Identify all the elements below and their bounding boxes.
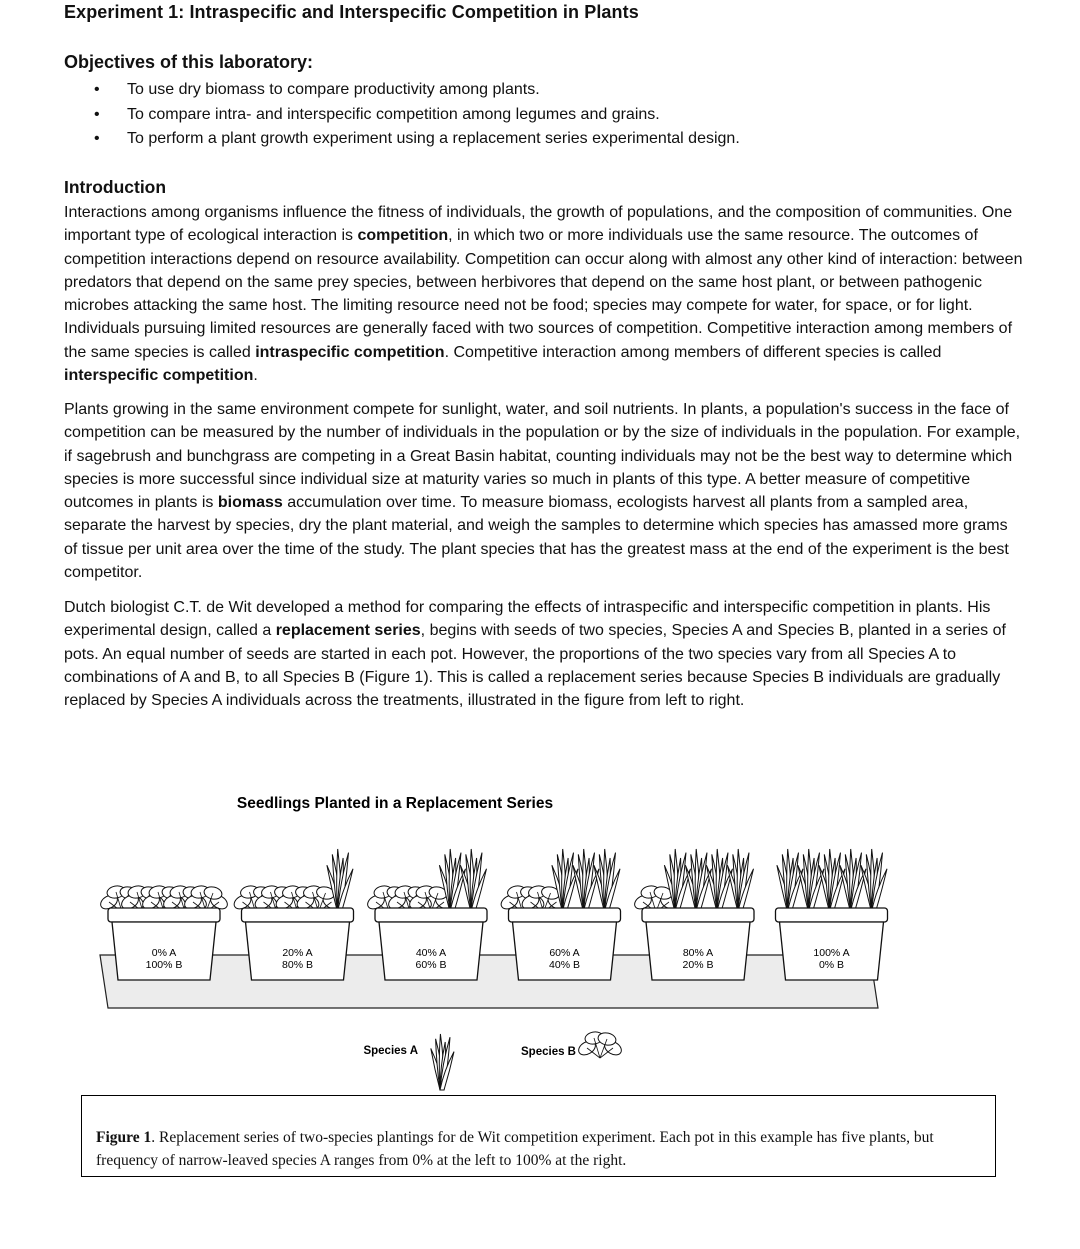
text-run: Interactions among organisms influence the fitness of individuals, the growth of populations, and the composition of communities. One important type of ecological interaction is xyxy=(64,204,1013,245)
pot-rim xyxy=(375,908,487,922)
term-biomass: biomass xyxy=(217,494,283,512)
intro-paragraph-1 xyxy=(64,201,1024,387)
pot-label-b: 40% B xyxy=(549,959,580,971)
pot-5 xyxy=(632,849,754,980)
pot-label-a: 60% A xyxy=(549,947,580,959)
pot-label-a: 100% A xyxy=(813,947,850,959)
objective-item: • To perform a plant growth experiment using a replacement series experimental design. xyxy=(64,127,740,152)
text-run: Dutch biologist C.T. de Wit developed a method for comparing the effects of intraspecific and interspecific competition in plants. His experimental design, called a xyxy=(64,599,991,640)
caption-text: . Replacement series of two-species plantings for de Wit competition experiment. Each pot in this example has five plants, but frequency of narrow-leaved species A ranges from 0% at the left to 100% at the right. xyxy=(96,1129,934,1169)
pot-label-b: 20% B xyxy=(682,959,714,971)
intro-paragraph-2 xyxy=(64,398,1024,584)
term-intraspecific: intraspecific competition xyxy=(255,343,445,361)
pot-rim xyxy=(242,908,354,922)
pot-1 xyxy=(98,885,230,980)
intro-paragraph-3 xyxy=(64,596,1024,712)
term-interspecific: interspecific competition xyxy=(64,367,254,385)
pot-label-b: 100% B xyxy=(145,959,183,971)
pot-label-b: 80% B xyxy=(282,959,313,971)
text-run: Plants growing in the same environment compete for sunlight, water, and soil nutrients. In plants, a population's success in the face of competition can be measured by the number of individuals in the population or by the size of individuals in the population. For example, if sagebrush and bunchgrass are competing in a Great Basin habitat, counting individuals may not be the best way to determine which species is more successful since individual size at maturity varies so much in plants of this type. A better measure of competitive outcomes in plants is xyxy=(64,401,1021,512)
pot-rim xyxy=(642,908,754,922)
figure-caption xyxy=(81,1095,996,1177)
pot-label-b: 0% B xyxy=(818,959,845,971)
page-title: Experiment 1: Intraspecific and Interspecific Competition in Plants xyxy=(64,2,639,22)
pot-4 xyxy=(499,849,621,980)
pot-label-b: 60% B xyxy=(415,959,447,971)
figure-title: Seedlings Planted in a Replacement Series xyxy=(236,795,554,812)
pot-label-a: 0% A xyxy=(151,947,177,959)
objectives-heading: Objectives of this laboratory: xyxy=(64,52,314,72)
objective-item: • To use dry biomass to compare productivity among plants. xyxy=(64,78,740,103)
shelf xyxy=(100,955,878,1008)
text-run: , in which two or more individuals use the same resource. The outcomes of competition interactions depend on resource availability. Competition can occur along with almost any other kind of interaction: between predators that depend on the same prey species, between herbivores that depend on the same host plant, or between pathogenic microbes attacking the same host. The limiting resource need not be food; species may compete for water, for space, or for light. Individuals pursuing limited resources are generally faced with two sources of competition. Competitive interaction among members of the same species is called xyxy=(64,227,1023,361)
text-run: . Competitive interaction among members of different species is called xyxy=(444,343,942,361)
figure-1-illustration xyxy=(90,780,920,1100)
pot-2 xyxy=(232,849,354,980)
replacement-series-drawing xyxy=(90,780,920,1100)
text-run: . xyxy=(253,367,258,385)
term-replacement-series: replacement series xyxy=(275,622,421,640)
pot-rim xyxy=(108,908,220,922)
pot-label-a: 80% A xyxy=(682,947,714,959)
pot-rim xyxy=(509,908,621,922)
pot-rim xyxy=(776,908,888,922)
species-b-icon xyxy=(576,1031,624,1058)
term-competition: competition xyxy=(357,227,449,245)
introduction-heading: Introduction xyxy=(64,177,167,197)
legend-species-b-label: Species B xyxy=(521,1046,576,1058)
text-run: , begins with seeds of two species, Species A and Species B, planted in a series of pots. An equal number of seeds are started in each pot. However, the proportions of the two species vary from all Species A to combinations of A and B, to all Species B (Figure 1). This is called a replacement series because Species B individuals are gradually replaced by Species A individuals across the treatments, illustrated in the figure from left to right. xyxy=(64,622,1006,710)
pot-6 xyxy=(776,849,888,980)
text-run: accumulation over time. To measure biomass, ecologists harvest all plants from a sampled area, separate the harvest by species, dry the plant material, and weigh the samples to determine which species has amassed more grams of tissue per unit area over the time of the study. The plant species that has the greatest mass at the end of the experiment is the best competitor. xyxy=(64,494,1009,582)
pot-label-a: 20% A xyxy=(282,947,313,959)
objectives-list xyxy=(64,78,740,152)
pot-3 xyxy=(365,849,487,980)
legend-species-a-label: Species A xyxy=(363,1045,418,1057)
objective-item: • To compare intra- and interspecific competition among legumes and grains. xyxy=(64,103,740,128)
species-a-icon xyxy=(431,1034,454,1090)
caption-label: Figure 1 xyxy=(96,1129,152,1146)
pot-label-a: 40% A xyxy=(415,947,447,959)
